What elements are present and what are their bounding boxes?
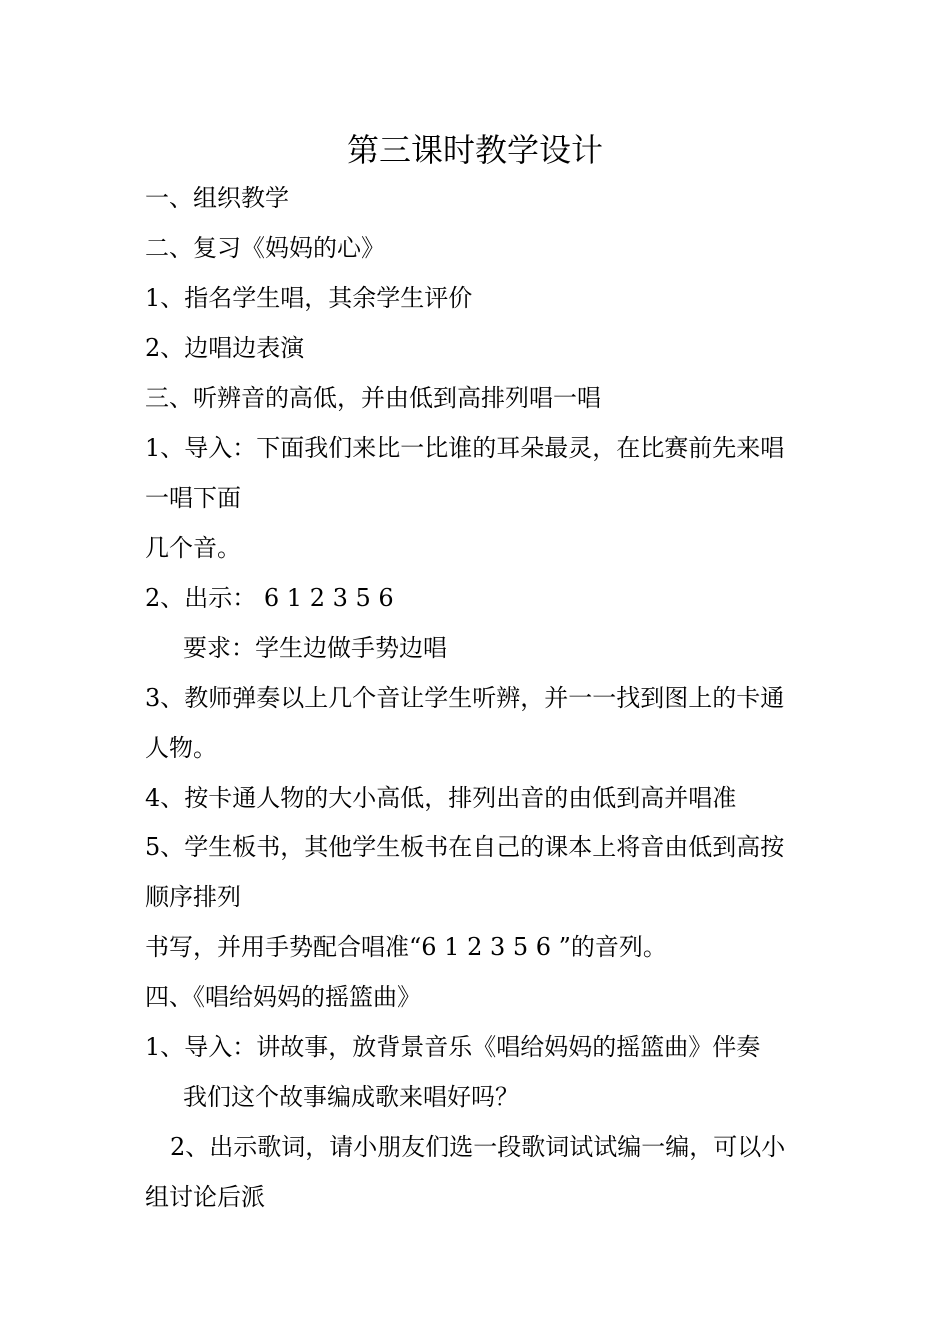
section-heading-1: 一、组织教学 (145, 184, 289, 212)
list-item: 2、出示歌词，请小朋友们选一段歌词试试编一编，可以小 (170, 1133, 786, 1161)
list-item: 1、指名学生唱，其余学生评价 (145, 284, 473, 312)
list-item: 3、教师弹奏以上几个音让学生听辨，并一一找到图上的卡通 (145, 684, 785, 712)
list-item: 2、出示： 6 1 2 3 5 6 (145, 584, 394, 612)
document-title: 第三课时教学设计 (346, 131, 603, 169)
list-item: 1、导入：讲故事，放背景音乐《唱给妈妈的摇篮曲》伴奏 (145, 1033, 761, 1061)
text-line: 组讨论后派 (145, 1183, 265, 1211)
text-line: 我们这个故事编成歌来唱好吗？ (183, 1083, 519, 1111)
list-item: 5、学生板书，其他学生板书在自己的课本上将音由低到高按 (145, 833, 785, 861)
section-heading-3: 三、听辨音的高低，并由低到高排列唱一唱 (145, 384, 601, 412)
list-item: 2、边唱边表演 (145, 334, 305, 362)
text-line: 一唱下面 (145, 484, 241, 512)
list-item: 1、导入：下面我们来比一比谁的耳朵最灵，在比赛前先来唱 (145, 434, 785, 462)
text-line: 书写，并用手势配合唱准“6 1 2 3 5 6 ”的音列。 (145, 933, 667, 961)
section-heading-4: 四、《唱给妈妈的摇篮曲》 (145, 983, 421, 1011)
text-line: 几个音。 (145, 534, 241, 562)
list-item: 4、按卡通人物的大小高低，排列出音的由低到高并唱准 (145, 784, 737, 812)
section-heading-2: 二、复习《妈妈的心》 (145, 234, 385, 262)
text-line: 要求：学生边做手势边唱 (183, 634, 447, 662)
text-line: 顺序排列 (145, 883, 241, 911)
text-line: 人物。 (145, 734, 217, 762)
